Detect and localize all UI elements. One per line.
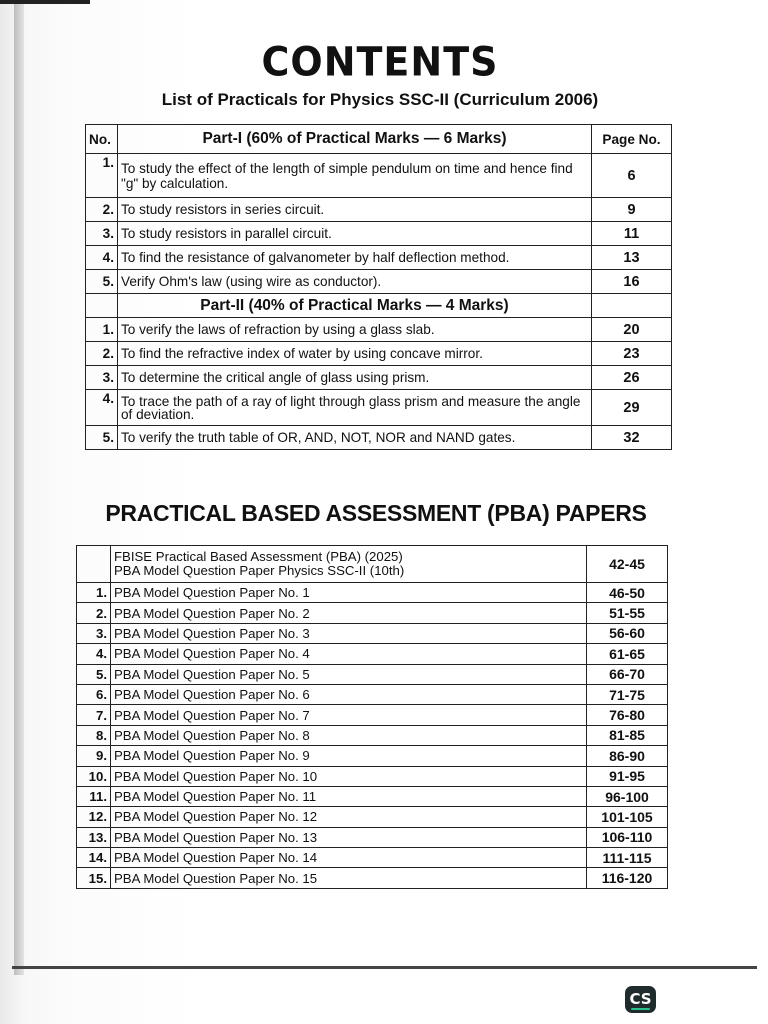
row-number: 4. bbox=[86, 246, 118, 270]
pba-heading: PRACTICAL BASED ASSESSMENT (PBA) PAPERS bbox=[105, 500, 647, 526]
table-row bbox=[77, 848, 668, 868]
pba-header-line1: FBISE Practical Based Assessment (PBA) (2025) bbox=[114, 549, 403, 564]
empty-cell bbox=[86, 294, 118, 318]
practical-title: To find the refractive index of water by using concave mirror. bbox=[118, 342, 592, 366]
row-number: 2. bbox=[77, 603, 111, 623]
row-number: 3. bbox=[77, 623, 111, 643]
table-row bbox=[86, 198, 672, 222]
table-row bbox=[86, 366, 672, 390]
page-range: 51-55 bbox=[587, 603, 668, 623]
paper-title: PBA Model Question Paper No. 7 bbox=[111, 705, 587, 725]
table-header-row bbox=[86, 125, 672, 154]
table-row bbox=[77, 746, 668, 766]
page-range: 56-60 bbox=[587, 623, 668, 643]
row-number: 5. bbox=[86, 426, 118, 450]
table-row bbox=[77, 664, 668, 684]
page-number: 29 bbox=[592, 390, 672, 426]
practical-title: To verify the truth table of OR, AND, NOT, NOR and NAND gates. bbox=[118, 426, 592, 450]
row-number: 12. bbox=[77, 807, 111, 827]
row-number: 11. bbox=[77, 786, 111, 806]
page-range: 96-100 bbox=[587, 786, 668, 806]
table-row bbox=[77, 623, 668, 643]
table-row bbox=[86, 342, 672, 366]
pba-papers-table bbox=[76, 545, 668, 889]
paper-title: PBA Model Question Paper No. 5 bbox=[111, 664, 587, 684]
paper-title: PBA Model Question Paper No. 10 bbox=[111, 766, 587, 786]
row-number: 2. bbox=[86, 342, 118, 366]
row-number: 4. bbox=[77, 644, 111, 664]
page-number: 23 bbox=[592, 342, 672, 366]
row-number: 1. bbox=[86, 318, 118, 342]
table-row bbox=[86, 390, 672, 426]
table-row bbox=[86, 426, 672, 450]
paper-title: PBA Model Question Paper No. 11 bbox=[111, 786, 587, 806]
practical-title: Verify Ohm's law (using wire as conductor). bbox=[118, 270, 592, 294]
page-range: 91-95 bbox=[587, 766, 668, 786]
column-header-page: Page No. bbox=[592, 125, 672, 154]
paper-title: PBA Model Question Paper No. 12 bbox=[111, 807, 587, 827]
paper-title: PBA Model Question Paper No. 14 bbox=[111, 848, 587, 868]
pba-header-text bbox=[111, 546, 587, 583]
table-row bbox=[77, 684, 668, 704]
table-row bbox=[86, 222, 672, 246]
table-row bbox=[77, 807, 668, 827]
page-title: CONTENTS bbox=[261, 38, 499, 86]
practical-title: To verify the laws of refraction by using a glass slab. bbox=[118, 318, 592, 342]
empty-cell bbox=[592, 294, 672, 318]
row-number: 4. bbox=[86, 390, 118, 426]
row-number: 8. bbox=[77, 725, 111, 745]
paper-title: PBA Model Question Paper No. 13 bbox=[111, 827, 587, 847]
page-number: 11 bbox=[592, 222, 672, 246]
table-row bbox=[77, 603, 668, 623]
practical-title: To find the resistance of galvanometer by half deflection method. bbox=[118, 246, 592, 270]
row-number: 3. bbox=[86, 366, 118, 390]
part2-header: Part-II (40% of Practical Marks — 4 Marks) bbox=[118, 294, 592, 318]
paper-title: PBA Model Question Paper No. 8 bbox=[111, 725, 587, 745]
practical-title: To study resistors in parallel circuit. bbox=[118, 222, 592, 246]
page-number: 26 bbox=[592, 366, 672, 390]
table-row bbox=[77, 725, 668, 745]
table-row bbox=[77, 868, 668, 888]
row-number: 1. bbox=[86, 154, 118, 198]
row-number: 15. bbox=[77, 868, 111, 888]
page-range: 81-85 bbox=[587, 725, 668, 745]
table-row bbox=[86, 270, 672, 294]
row-number: 1. bbox=[77, 583, 111, 603]
row-number: 9. bbox=[77, 746, 111, 766]
page-range: 76-80 bbox=[587, 705, 668, 725]
practical-title: To trace the path of a ray of light through glass prism and measure the angle of deviation. bbox=[118, 390, 592, 426]
practical-title: To determine the critical angle of glass using prism. bbox=[118, 366, 592, 390]
row-number: 3. bbox=[86, 222, 118, 246]
page-number: 6 bbox=[592, 154, 672, 198]
page-number: 13 bbox=[592, 246, 672, 270]
row-number: 6. bbox=[77, 684, 111, 704]
practical-title: To study resistors in series circuit. bbox=[118, 198, 592, 222]
row-number: 13. bbox=[77, 827, 111, 847]
table-row bbox=[77, 583, 668, 603]
camscanner-logo: CS bbox=[625, 986, 656, 1013]
page-range: 86-90 bbox=[587, 746, 668, 766]
empty-cell bbox=[77, 546, 111, 583]
table-row bbox=[77, 705, 668, 725]
page-range: 71-75 bbox=[587, 684, 668, 704]
page-number: 9 bbox=[592, 198, 672, 222]
page-range: 106-110 bbox=[587, 827, 668, 847]
page-range: 66-70 bbox=[587, 664, 668, 684]
row-number: 7. bbox=[77, 705, 111, 725]
row-number: 5. bbox=[77, 664, 111, 684]
paper-title: PBA Model Question Paper No. 1 bbox=[111, 583, 587, 603]
row-number: 2. bbox=[86, 198, 118, 222]
paper-title: PBA Model Question Paper No. 9 bbox=[111, 746, 587, 766]
page-range: 116-120 bbox=[587, 868, 668, 888]
table-row bbox=[77, 644, 668, 664]
book-spine-shadow bbox=[14, 0, 24, 975]
row-number: 14. bbox=[77, 848, 111, 868]
paper-title: PBA Model Question Paper No. 2 bbox=[111, 603, 587, 623]
page-subtitle: List of Practicals for Physics SSC-II (Curriculum 2006) bbox=[161, 90, 599, 109]
page-bottom-edge bbox=[12, 966, 757, 969]
page-range: 111-115 bbox=[587, 848, 668, 868]
row-number: 10. bbox=[77, 766, 111, 786]
practical-title: To study the effect of the length of simple pendulum on time and hence find "g" by calculation. bbox=[118, 154, 592, 198]
practicals-table bbox=[85, 124, 672, 450]
paper-title: PBA Model Question Paper No. 4 bbox=[111, 644, 587, 664]
column-header-no: No. bbox=[86, 125, 118, 154]
table-row bbox=[77, 766, 668, 786]
page-range: 46-50 bbox=[587, 583, 668, 603]
table-row bbox=[77, 786, 668, 806]
paper-title: PBA Model Question Paper No. 15 bbox=[111, 868, 587, 888]
table-row bbox=[77, 827, 668, 847]
table-row bbox=[86, 154, 672, 198]
table-row bbox=[86, 246, 672, 270]
page-range: 42-45 bbox=[587, 546, 668, 583]
part2-header-row bbox=[86, 294, 672, 318]
pba-header-row bbox=[77, 546, 668, 583]
row-number: 5. bbox=[86, 270, 118, 294]
page-range: 101-105 bbox=[587, 807, 668, 827]
page-number: 16 bbox=[592, 270, 672, 294]
page-range: 61-65 bbox=[587, 644, 668, 664]
paper-title: PBA Model Question Paper No. 3 bbox=[111, 623, 587, 643]
paper-title: PBA Model Question Paper No. 6 bbox=[111, 684, 587, 704]
top-edge-shadow bbox=[0, 0, 90, 4]
page-number: 20 bbox=[592, 318, 672, 342]
page-number: 32 bbox=[592, 426, 672, 450]
pba-header-line2: PBA Model Question Paper Physics SSC-II (10th) bbox=[114, 563, 405, 578]
part1-header: Part-I (60% of Practical Marks — 6 Marks) bbox=[118, 125, 592, 154]
table-row bbox=[86, 318, 672, 342]
